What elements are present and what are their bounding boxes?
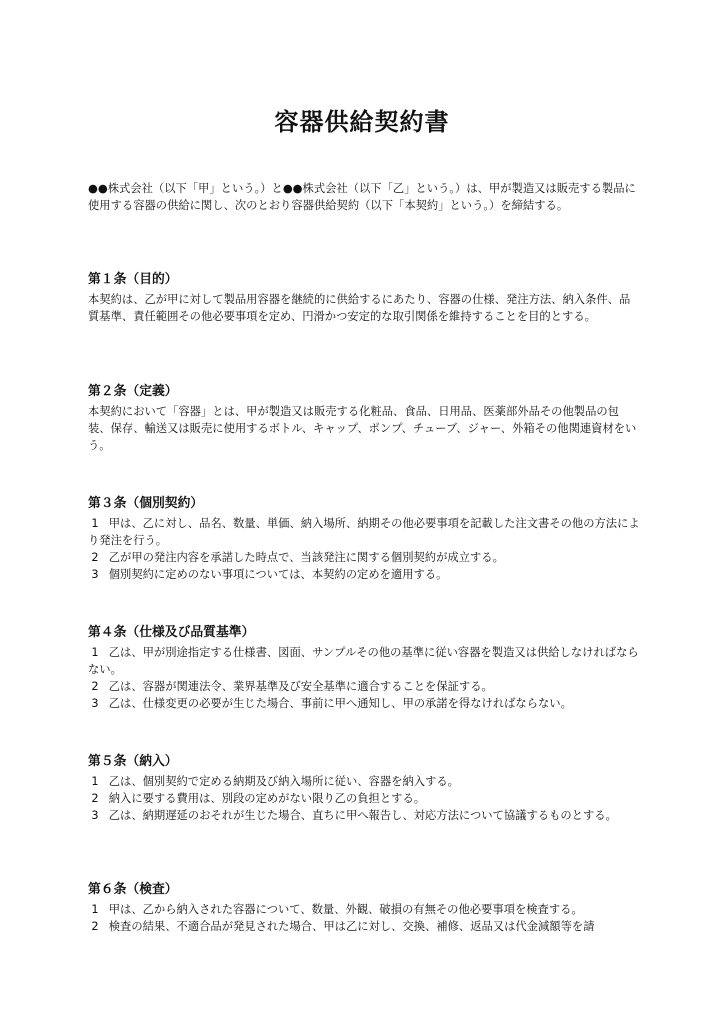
clause-item	[88, 644, 640, 678]
article-heading: 第５条（納入）	[88, 754, 178, 769]
clause-item	[88, 678, 640, 695]
clause-text: 乙は、個別契約で定める納期及び納入場所に従い、容器を納入する。	[108, 775, 459, 788]
clause-number: 3	[91, 809, 99, 822]
clause-item	[88, 773, 640, 790]
clause-number: 1	[91, 517, 99, 530]
clause-number: 1	[91, 775, 99, 788]
document-title: 容器供給契約書	[274, 108, 450, 136]
clause-text: 乙は、仕様変更の必要が生じた場合、事前に甲へ通知し、甲の承諾を得なければならない。	[108, 697, 572, 710]
clause-number: 3	[91, 568, 99, 581]
clause-item	[88, 918, 640, 935]
clause-number: 2	[91, 920, 99, 933]
clause-text: 乙が甲の発注内容を承諾した時点で、当該発注に関する個別契約が成立する。	[108, 551, 504, 564]
clause-number: 2	[91, 551, 99, 564]
article-4	[88, 624, 640, 712]
clause-item	[88, 901, 640, 918]
clause-number: 2	[91, 680, 99, 693]
article-6	[88, 881, 640, 935]
article-2	[88, 383, 640, 454]
clause-number: 3	[91, 697, 99, 710]
clause-text: 甲は、乙から納入された容器について、数量、外観、破損の有無その他必要事項を検査する。	[108, 903, 583, 916]
clause-text: 検査の結果、不適合品が発見された場合、甲は乙に対し、交換、補修、返品又は代金減額等を請	[108, 920, 595, 933]
clause-text: 乙は、納期遅延のおそれが生じた場合、直ちに甲へ報告し、対応方法について協議するものとする。	[108, 809, 617, 822]
article-body: 本契約において「容器」とは、甲が製造又は販売する化粧品、食品、日用品、医薬部外品その他製品の包装、保存、輸送又は販売に使用するボトル、キャップ、ポンプ、チューブ、ジャー、外箱その他関連資材をいう。	[88, 405, 637, 452]
article-heading: 第６条（検査）	[88, 882, 178, 897]
clause-item	[88, 566, 640, 583]
clause-item	[88, 695, 640, 712]
clause-number: 1	[91, 646, 99, 659]
clause-item	[88, 807, 640, 824]
article-1	[88, 271, 640, 325]
preamble-paragraph: ●●株式会社（以下「甲」という。）と●●株式会社（以下「乙」という。）は、甲が製造又は販売する製品に使用する容器の供給に関し、次のとおり容器供給契約（以下「本契約」という。）を締結する。	[88, 182, 636, 212]
clause-text: 納入に要する費用は、別段の定めがない限り乙の負担とする。	[108, 792, 426, 805]
clause-text: 個別契約に定めのない事項については、本契約の定めを適用する。	[108, 568, 448, 581]
clause-text: 乙は、甲が別途指定する仕様書、図面、サンプルその他の基準に従い容器を製造又は供給しなければならない。	[88, 646, 639, 676]
article-heading: 第２条（定義）	[88, 384, 178, 399]
clause-text: 乙は、容器が関連法令、業界基準及び安全基準に適合することを保証する。	[108, 680, 493, 693]
article-body: 本契約は、乙が甲に対して製品用容器を継続的に供給するにあたり、容器の仕様、発注方法、納入条件、品質基準、責任範囲その他必要事項を定め、円滑かつ安定的な取引関係を維持することを目的とする。	[88, 293, 631, 323]
article-heading: 第３条（個別契約）	[88, 496, 204, 511]
clause-number: 1	[91, 903, 99, 916]
clause-item	[88, 549, 640, 566]
clause-item	[88, 790, 640, 807]
clause-number: 2	[91, 792, 99, 805]
clause-item	[88, 515, 640, 549]
article-5	[88, 753, 640, 824]
article-3	[88, 495, 640, 583]
clause-text: 甲は、乙に対し、品名、数量、単価、納入場所、納期その他必要事項を記載した注文書その他の方法により発注を行う。	[88, 517, 640, 547]
article-heading: 第１条（目的）	[88, 272, 178, 287]
article-heading: 第４条（仕様及び品質基準）	[88, 625, 255, 640]
